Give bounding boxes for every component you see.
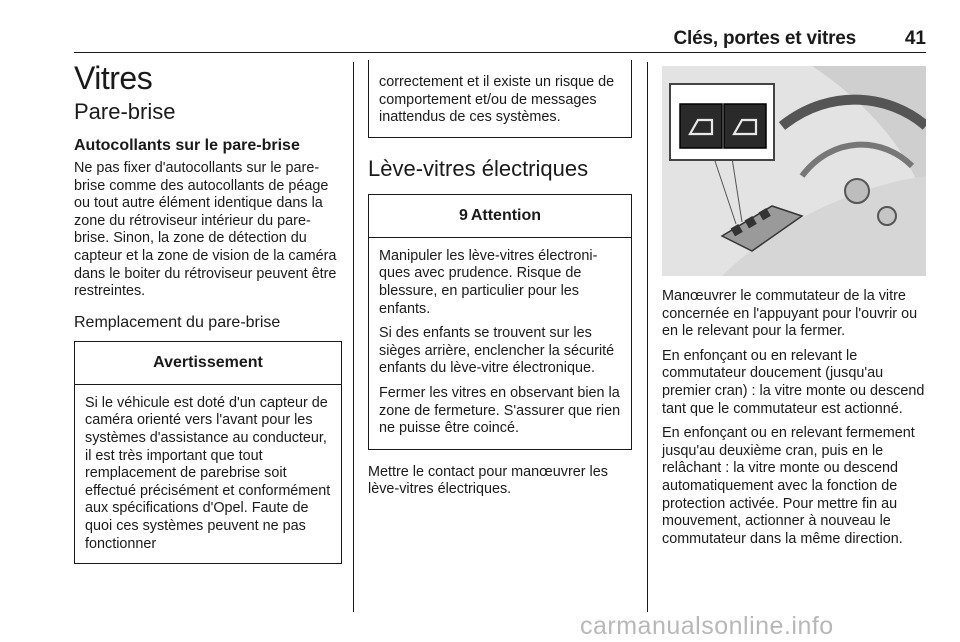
page-number: 41 bbox=[904, 28, 926, 49]
attention-label: Attention bbox=[470, 206, 542, 224]
page-header bbox=[74, 24, 926, 53]
instruction-paragraph: En enfonçant ou en relevant le commutateur doucement (jusqu'au premier cran) : la vitre monte ou descend tant que le commutateur est actionné. bbox=[662, 347, 925, 417]
column-1 bbox=[74, 60, 342, 564]
section-title-leve-vitres: Lève-vitres électriques bbox=[368, 155, 589, 181]
attention-paragraph: Manipuler les lève-vitres électroniques avec prudence. Risque de blessure, en particulier pour les enfants. bbox=[379, 247, 598, 317]
running-title: Clés, portes et vitres bbox=[673, 28, 856, 49]
chapter-title: Vitres bbox=[74, 60, 153, 96]
subsection-title-remplacement: Remplacement du pare-brise bbox=[74, 313, 281, 331]
notice-continued-text: correctement et il existe un risque de comportement et/ou de messages inattendus de ces systèmes. bbox=[379, 74, 615, 126]
attention-paragraph: Si des enfants se trouvent sur les sièges arrière, enclencher la sécurité enfants du lève-vitre électronique. bbox=[379, 325, 615, 377]
notice-text: Si le véhicule est doté d'un capteur de caméra orienté vers l'avant pour les systèmes d'assistance au conducteur, il est très important que tout remplacement de parebrise soit effectué précisément et conformément aux spécifications d'Opel. Faute de quoi ces systèmes peuvent ne pas fonctionner bbox=[85, 394, 331, 552]
instruction-paragraph: Manœuvrer le commutateur de la vitre concernée en l'appuyant pour l'ouvrir ou en le relevant pour la fermer. bbox=[662, 288, 918, 340]
warning-icon: 9 bbox=[458, 206, 468, 224]
window-switch-illustration bbox=[662, 66, 926, 276]
paragraph-contact: Mettre le contact pour manœuvrer les lève-vitres électriques. bbox=[368, 463, 608, 498]
paragraph-autocollants: Ne pas fixer d'autocollants sur le pare-brise comme des autocollants de péage ou tout autre élément identique dans la zone du rétroviseur intérieur du pare-brise. Sinon, la zone de détection du capteur et la zone de vision de la caméra dans le boiter du rétroviseur peuvent être restreintes. bbox=[74, 160, 337, 300]
watermark: carmanualsonline.info bbox=[580, 612, 834, 640]
notice-box-continued bbox=[368, 60, 632, 138]
instruction-paragraph: En enfonçant ou en relevant fermement jusqu'au deuxième cran, puis en le relâchant : la vitre monte ou descend automatiquement avec la fonction de protection activée. Pour mettre fin au mouvement, actionner à nouveau le commutateur dans la même direction. bbox=[662, 425, 915, 547]
attention-heading bbox=[369, 194, 631, 238]
subsection-title-autocollants: Autocollants sur le pare-brise bbox=[74, 137, 300, 154]
column-3 bbox=[662, 66, 928, 555]
notice-heading: Avertissement bbox=[75, 341, 341, 385]
door-panel-drawing bbox=[662, 66, 926, 276]
notice-box bbox=[74, 341, 342, 564]
column-divider-2 bbox=[647, 62, 648, 612]
attention-box bbox=[368, 194, 632, 450]
column-divider-1 bbox=[353, 62, 354, 612]
attention-paragraph: Fermer les vitres en observant bien la zone de fermeture. S'assurer que rien ne puisse être coincé. bbox=[379, 384, 621, 437]
section-title-pare-brise: Pare-brise bbox=[74, 99, 176, 124]
column-2 bbox=[368, 60, 632, 506]
